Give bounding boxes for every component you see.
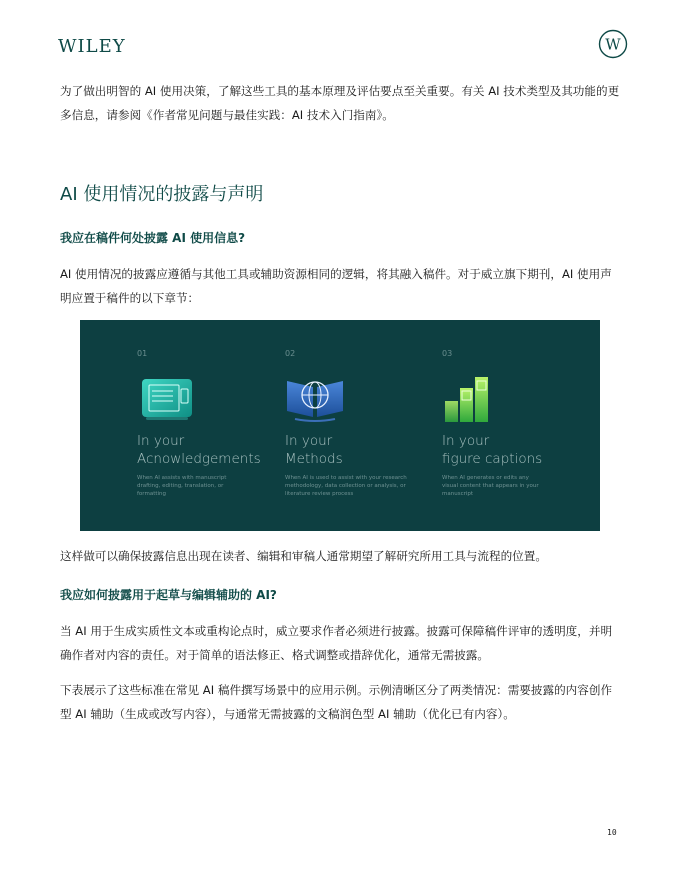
figure-item-methods	[285, 320, 425, 531]
figure-item-figure-captions	[442, 320, 582, 531]
how-paragraph-2: 下表展示了这些标准在常见 AI 稿件撰写场景中的应用示例。示例清晰区分了两类情况：需要披露的内容创作型 AI 辅助（生成或改写内容），与通常无需披露的文稿润色型 AI 辅助（优化已有内容）。	[60, 683, 613, 721]
item-description: When AI assists with manuscript drafting, editing, translation, or formatting	[137, 475, 227, 497]
question-heading-how: 我应如何披露用于起草与编辑辅助的 AI?	[60, 588, 277, 602]
open-book-globe-icon	[285, 373, 345, 425]
bar-chart-icon	[442, 373, 502, 425]
page-number: 10	[607, 828, 617, 837]
item-number: 02	[285, 349, 296, 358]
how-paragraph-1: 当 AI 用于生成实质性文本或重构论点时，威立要求作者必须进行披露。披露可保障稿件评审的透明度，并明确作者对内容的责任。对于简单的语法修正、格式调整或措辞优化，通常无需披露。	[60, 624, 613, 662]
item-title: In your Acnowledgements	[137, 433, 261, 467]
section-title: AI 使用情况的披露与声明	[60, 184, 264, 205]
disclosure-locations-figure	[80, 320, 600, 531]
where-paragraph: AI 使用情况的披露应遵循与其他工具或辅助资源相同的逻辑，将其融入稿件。对于威立旗下期刊，AI 使用声明应置于稿件的以下章节：	[60, 267, 612, 305]
document-screen-icon	[137, 373, 197, 425]
item-description: When AI generates or edits any visual content that appears in your manuscript	[442, 475, 539, 497]
figure-item-acknowledgements	[137, 320, 277, 531]
item-number: 03	[442, 349, 453, 358]
item-description: When AI is used to assist with your research methodology, data collection or analysis, or literature review process	[285, 475, 407, 497]
wiley-logo: WILEY	[58, 36, 126, 57]
after-figure-paragraph: 这样做可以确保披露信息出现在读者、编辑和审稿人通常期望了解研究所用工具与流程的位置。	[60, 549, 547, 563]
item-title: In your figure captions	[442, 433, 543, 467]
item-title: In your Methods	[285, 433, 343, 467]
svg-text:W: W	[605, 35, 621, 54]
intro-paragraph: 为了做出明智的 AI 使用决策，了解这些工具的基本原理及评估要点至关重要。有关 AI 技术类型及其功能的更多信息，请参阅《作者常见问题与最佳实践：AI 技术入门指南》。	[60, 84, 620, 122]
wiley-monogram-icon	[598, 29, 628, 59]
question-heading-where: 我应在稿件何处披露 AI 使用信息?	[60, 231, 246, 245]
item-number: 01	[137, 349, 148, 358]
